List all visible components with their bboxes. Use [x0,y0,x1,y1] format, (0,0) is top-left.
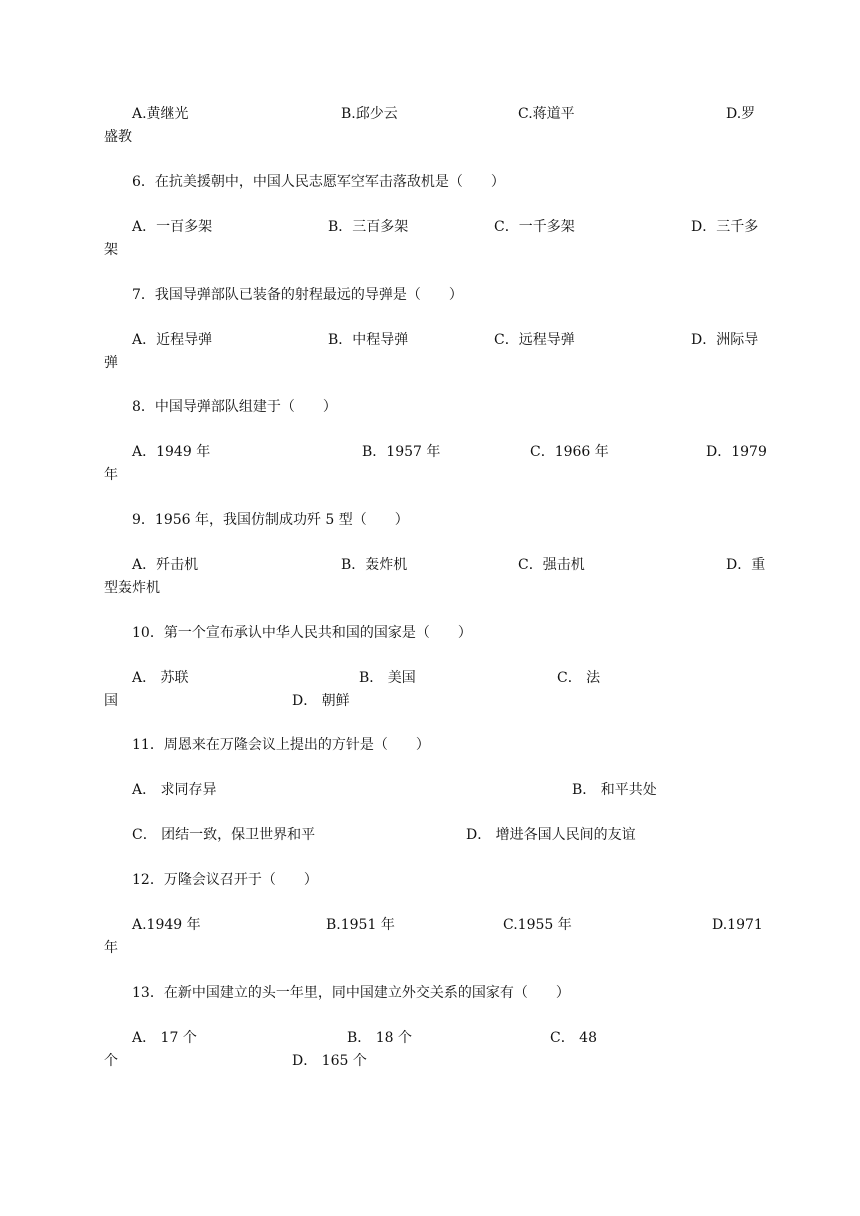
q6-option-b: B．三百多架 [328,219,409,235]
q9-option-c: C．强击机 [518,557,585,573]
q9-option-b: B．轰炸机 [341,557,408,573]
q6-option-a: A．一百多架 [132,219,213,235]
q6-option-c: C．一千多架 [494,219,575,235]
q10-option-c-wrap: 国 [104,693,118,709]
q9-stem: 9．1956 年，我国仿制成功歼 5 型（ ） [132,512,409,528]
q6-option-d: D．三千多 [691,219,759,235]
q10-option-b: B． 美国 [359,670,416,686]
q13-option-c: C． 48 [550,1030,597,1046]
q5-option-b: B.邱少云 [341,106,398,122]
q7-option-d-wrap: 弹 [104,355,118,371]
q5-option-c: C.蒋道平 [518,106,575,122]
q8-option-b: B．1957 年 [362,444,441,460]
q9-option-d-wrap: 型轰炸机 [104,580,160,596]
q8-option-d: D．1979 [706,444,767,460]
q11-stem: 11．周恩来在万隆会议上提出的方针是（ ） [132,737,430,753]
q7-option-c: C．远程导弹 [494,332,575,348]
q11-option-d: D． 增进各国人民间的友谊 [466,827,636,843]
q13-option-a: A． 17 个 [132,1030,197,1046]
q12-stem: 12．万隆会议召开于（ ） [132,872,318,888]
q8-option-c: C．1966 年 [530,444,609,460]
q8-option-d-wrap: 年 [104,467,118,483]
q7-stem: 7．我国导弹部队已装备的射程最远的导弹是（ ） [132,287,463,303]
q12-option-d-wrap: 年 [104,940,118,956]
q7-option-b: B．中程导弹 [328,332,409,348]
q10-option-a: A． 苏联 [132,670,189,686]
q13-option-d: D． 165 个 [292,1053,367,1069]
q10-option-d: D． 朝鲜 [292,693,350,709]
q5-option-d-wrap: 盛教 [104,129,132,145]
q8-stem: 8．中国导弹部队组建于（ ） [132,399,337,415]
q12-option-c: C.1955 年 [503,917,572,933]
q12-option-d: D.1971 [712,917,763,933]
q9-option-d: D．重 [726,557,766,573]
q10-option-c: C． 法 [557,670,601,686]
q11-option-b: B． 和平共处 [572,782,657,798]
q13-stem: 13．在新中国建立的头一年里，同中国建立外交关系的国家有（ ） [132,985,570,1001]
q5-option-a: A.黄继光 [132,106,189,122]
q10-stem: 10．第一个宣布承认中华人民共和国的国家是（ ） [132,625,472,641]
q11-option-c: C． 团结一致，保卫世界和平 [132,827,316,843]
q6-option-d-wrap: 架 [104,242,118,258]
q7-option-a: A．近程导弹 [132,332,213,348]
q7-option-d: D．洲际导 [691,332,759,348]
q12-option-b: B.1951 年 [326,917,395,933]
q13-option-c-wrap: 个 [104,1053,118,1069]
q9-option-a: A．歼击机 [132,557,199,573]
q12-option-a: A.1949 年 [132,917,201,933]
q13-option-b: B． 18 个 [347,1030,413,1046]
q11-option-a: A． 求同存异 [132,782,217,798]
q6-stem: 6．在抗美援朝中，中国人民志愿军空军击落敌机是（ ） [132,174,505,190]
q5-option-d: D.罗 [726,106,756,122]
q8-option-a: A．1949 年 [132,444,211,460]
